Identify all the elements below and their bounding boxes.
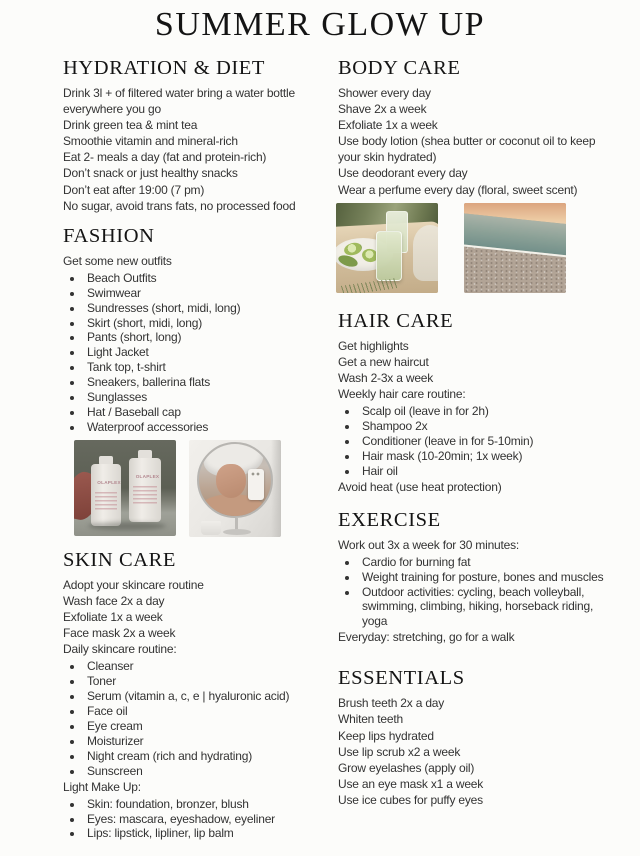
round-mirror [197,442,273,518]
haircare-item: • Conditioner (leave in for 5-10min) [359,434,614,449]
fashion-item: • Swimwear [84,286,337,301]
large-glass [413,225,438,281]
fashion-item: • Sundresses (short, midi, long) [84,301,337,316]
essentials-line: Use an eye mask x1 a week [338,776,484,791]
makeup-item: • Lips: lipstick, lipliner, lip balm [84,826,337,841]
haircare-item: • Shampoo 2x [359,419,614,434]
haircare-item: • Hair oil [359,464,614,479]
section-body-care [338,55,614,198]
photo-lime-drink [336,203,438,293]
right-photo-row [336,203,614,293]
essentials-line: Keep lips hydrated [338,728,434,743]
hydration-line: Don’t snack or just healthy snacks [63,166,238,181]
fashion-heading: FASHION [63,224,155,247]
exercise-intro: Work out 3x a week for 30 minutes: [338,537,520,552]
section-fashion [63,223,337,435]
hydration-line: Smoothie vitamin and mineral-rich [63,134,238,149]
skincare-item: • Face oil [84,704,337,719]
skincare-lines [63,577,337,657]
fashion-intro: Get some new outfits [63,253,172,268]
hydration-lines [63,85,337,214]
exercise-item: • Cardio for burning fat [359,555,614,570]
hydration-line: Drink green tea & mint tea [63,118,198,133]
olaplex-label: OLAPLEX [97,479,121,486]
exercise-outro: Everyday: stretching, go for a walk [338,630,515,645]
fashion-item: • Sunglasses [84,390,337,405]
photo-mirror-selfie [189,440,281,537]
haircare-item: • Scalp oil (leave in for 2h) [359,404,614,419]
haircare-line: Weekly hair care routine: [338,386,466,401]
essentials-line: Grow eyelashes (apply oil) [338,760,475,775]
skincare-item: • Cleanser [84,659,337,674]
hydration-line: No sugar, avoid trans fats, no processed food [63,198,296,213]
fashion-item: • Hat / Baseball cap [84,405,337,420]
fashion-list [63,271,337,435]
hydration-line: Eat 2- meals a day (fat and protein-rich) [63,150,267,165]
section-exercise [338,507,614,646]
olaplex-bottle [91,464,121,526]
drink-glass [376,231,402,281]
bottle-label-text [133,486,157,504]
makeup-item: • Skin: foundation, bronzer, blush [84,797,337,812]
section-hydration-diet [63,55,337,214]
face-shape [216,464,246,498]
skincare-item: • Moisturizer [84,734,337,749]
essentials-lines [338,695,614,808]
bottle-label-text [95,492,117,510]
makeup-label: Light Make Up: [63,779,141,794]
hydration-line: Don’t eat after 19:00 (7 pm) [63,182,205,197]
phone-shape [248,469,264,500]
exercise-item: • Weight training for posture, bones and muscles [359,570,614,585]
bodycare-line: Shower every day [338,86,431,100]
exercise-list [338,555,614,630]
exercise-item: • Outdoor activities: cycling, beach volleyball, swimming, climbing, hiking, horseback riding, yoga [359,585,614,630]
skincare-line: Adopt your skincare routine [63,577,204,592]
right-column [338,55,614,808]
fashion-item: • Beach Outfits [84,271,337,286]
skincare-heading: SKIN CARE [63,548,177,571]
haircare-item: • Hair mask (10-20min; 1x week) [359,449,614,464]
fashion-item: • Sneakers, ballerina flats [84,375,337,390]
haircare-list [338,404,614,479]
photo-olaplex-bottles [74,440,176,536]
haircare-heading: HAIR CARE [338,309,454,332]
makeup-list [63,797,337,842]
skincare-item: • Toner [84,674,337,689]
fashion-item: • Skirt (short, midi, long) [84,316,337,331]
olaplex-label: OLAPLEX [135,473,160,480]
makeup-item: • Eyes: mascara, eyeshadow, eyeliner [84,812,337,827]
left-column [63,55,337,841]
fashion-item: • Light Jacket [84,345,337,360]
essentials-line: Brush teeth 2x a day [338,696,445,711]
hydration-line: Drink 3l + of filtered water bring a water bottle everywhere you go [63,86,295,117]
skincare-list [63,659,337,778]
essentials-line: Use ice cubes for puffy eyes [338,792,483,807]
page-title: SUMMER GLOW UP [154,6,486,43]
bodycare-heading: BODY CARE [338,57,461,79]
skincare-item: • Serum (vitamin a, c, e | hyaluronic acid) [84,689,337,704]
essentials-line: Use lip scrub x2 a week [338,744,461,759]
haircare-line: Get highlights [338,338,409,353]
essentials-heading: ESSENTIALS [338,667,465,690]
bodycare-lines [338,85,614,198]
bodycare-line: Use body lotion (shea butter or coconut oil to keep your skin hydrated) [338,134,596,165]
shadow [88,522,166,530]
hydration-heading: HYDRATION & DIET [63,57,266,79]
haircare-lines [338,338,614,402]
bodycare-line: Use deodorant every day [338,166,468,181]
skincare-item: • Night cream (rich and hydrating) [84,749,337,764]
fashion-item: • Pants (short, long) [84,330,337,345]
haircare-line: Get a new haircut [338,354,429,369]
photo-beach-sunset [464,203,566,293]
skincare-line: Daily skincare routine: [63,642,177,657]
mirror-base [223,529,251,535]
skincare-line: Wash face 2x a day [63,593,165,608]
bodycare-line: Exfoliate 1x a week [338,118,438,133]
skincare-line: Face mask 2x a week [63,626,176,641]
section-skin-care [63,547,337,842]
section-essentials [338,665,614,808]
left-photo-row [74,440,337,537]
haircare-outro: Avoid heat (use heat protection) [338,479,502,494]
skincare-line: Exfoliate 1x a week [63,610,163,624]
skincare-item: • Eye cream [84,719,337,734]
bodycare-line: Shave 2x a week [338,102,427,117]
essentials-line: Whiten teeth [338,712,403,727]
fashion-item: • Waterproof accessories [84,420,337,435]
section-hair-care [338,308,614,495]
wall-shading [271,440,281,537]
jar-shape [201,521,221,535]
haircare-line: Wash 2-3x a week [338,370,434,385]
exercise-heading: EXERCISE [338,508,441,531]
skincare-item: • Sunscreen [84,764,337,779]
fashion-item: • Tank top, t-shirt [84,360,337,375]
olaplex-bottle [129,458,161,522]
bodycare-line: Wear a perfume every day (floral, sweet scent) [338,182,578,197]
